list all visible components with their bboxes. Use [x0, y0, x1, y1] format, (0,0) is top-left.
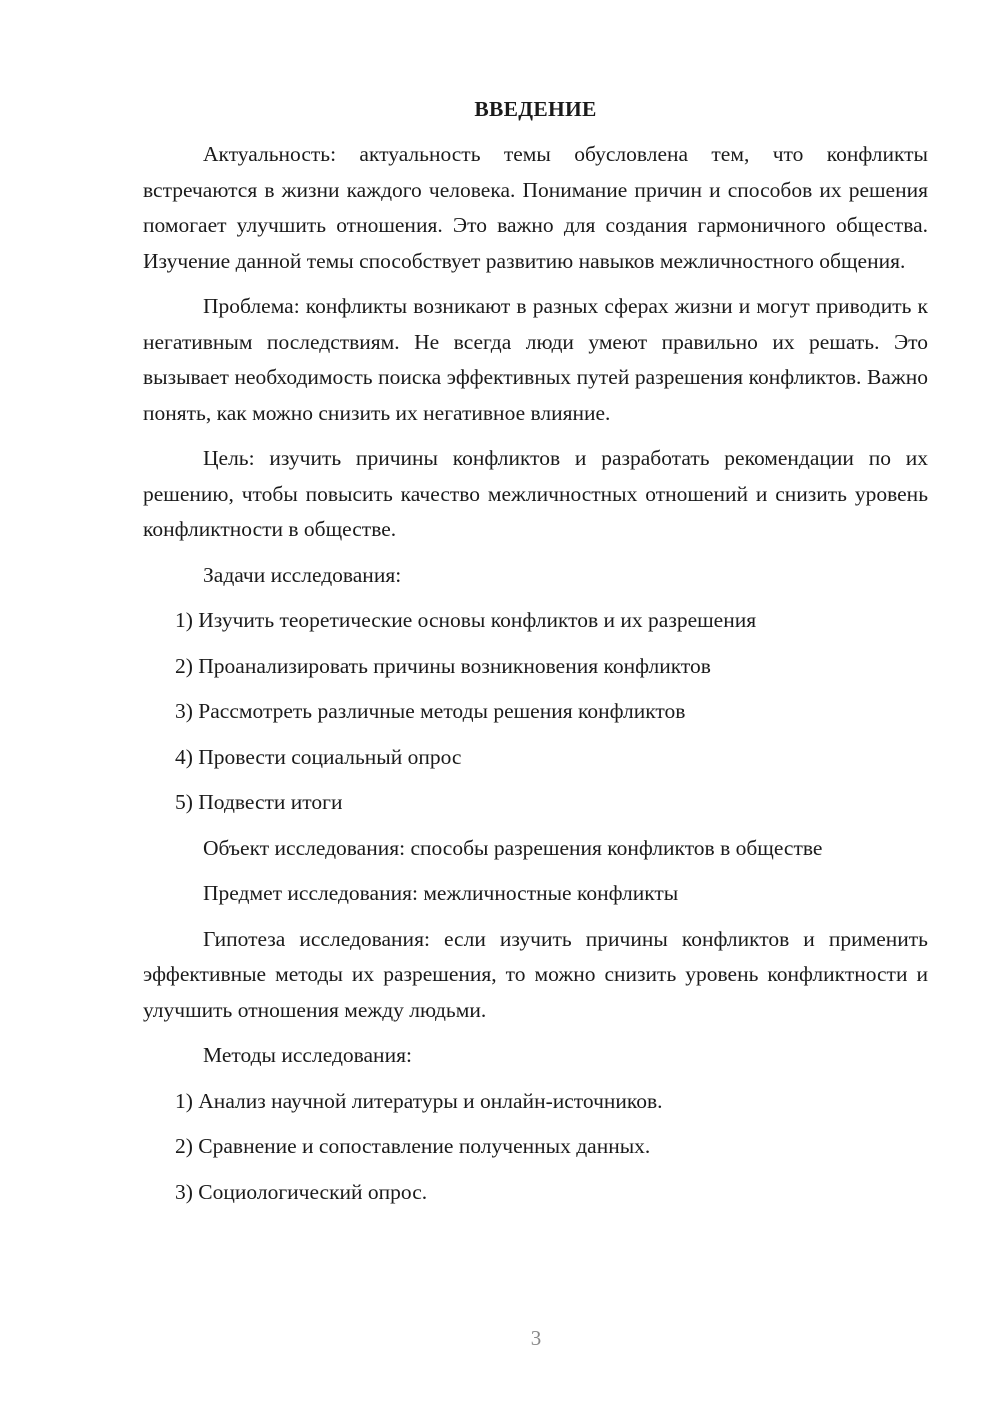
- task-item-1: 1) Изучить теоретические основы конфликтов и их разрешения: [175, 608, 757, 632]
- tasks-heading: Задачи исследования:: [203, 562, 402, 587]
- task-item-5: 5) Подвести итоги: [175, 790, 343, 814]
- research-object: Объект исследования: способы разрешения конфликтов в обществе: [203, 835, 823, 860]
- task-item-4: 4) Провести социальный опрос: [175, 744, 462, 769]
- method-item-2: 2) Сравнение и сопоставление полученных данных.: [175, 1134, 651, 1158]
- methods-heading: Методы исследования:: [203, 1043, 412, 1067]
- task-item-3: 3) Рассмотреть различные методы решения конфликтов: [175, 699, 686, 723]
- document-page: [143, 92, 928, 1220]
- page-number: 3: [530, 1326, 542, 1350]
- method-item-1: 1) Анализ научной литературы и онлайн-источников.: [175, 1088, 663, 1113]
- method-item-3: 3) Социологический опрос.: [175, 1179, 428, 1204]
- research-subject: Предмет исследования: межличностные конфликты: [203, 881, 679, 905]
- paragraph-hypothesis: Гипотеза исследования: если изучить причины конфликтов и применить эффективные методы их разрешения, то можно снизить уровень конфликтности и улучшить отношения между людьми.: [143, 926, 928, 1022]
- paragraph-problem: Проблема: конфликты возникают в разных сферах жизни и могут приводить к негативным последствиям. Не всегда люди умеют правильно их решать. Это вызывает необходимость поиска эффективных путей разрешения конфликтов. Важно понять, как можно снизить их негативное влияние.: [143, 294, 928, 425]
- paragraph-relevance: Актуальность: актуальность темы обусловлена тем, что конфликты встречаются в жизни каждого человека. Понимание причин и способов их решения помогает улучшить отношения. Это важно для создания гармоничного общества. Изучение данной темы способствует развитию навыков межличностного общения.: [143, 142, 928, 273]
- paragraph-goal: Цель: изучить причины конфликтов и разработать рекомендации по их решению, чтобы повысить качество межличностных отношений и снизить уровень конфликтности в обществе.: [143, 446, 928, 541]
- section-title: ВВЕДЕНИЕ: [474, 97, 597, 121]
- task-item-2: 2) Проанализировать причины возникновения конфликтов: [175, 653, 711, 678]
